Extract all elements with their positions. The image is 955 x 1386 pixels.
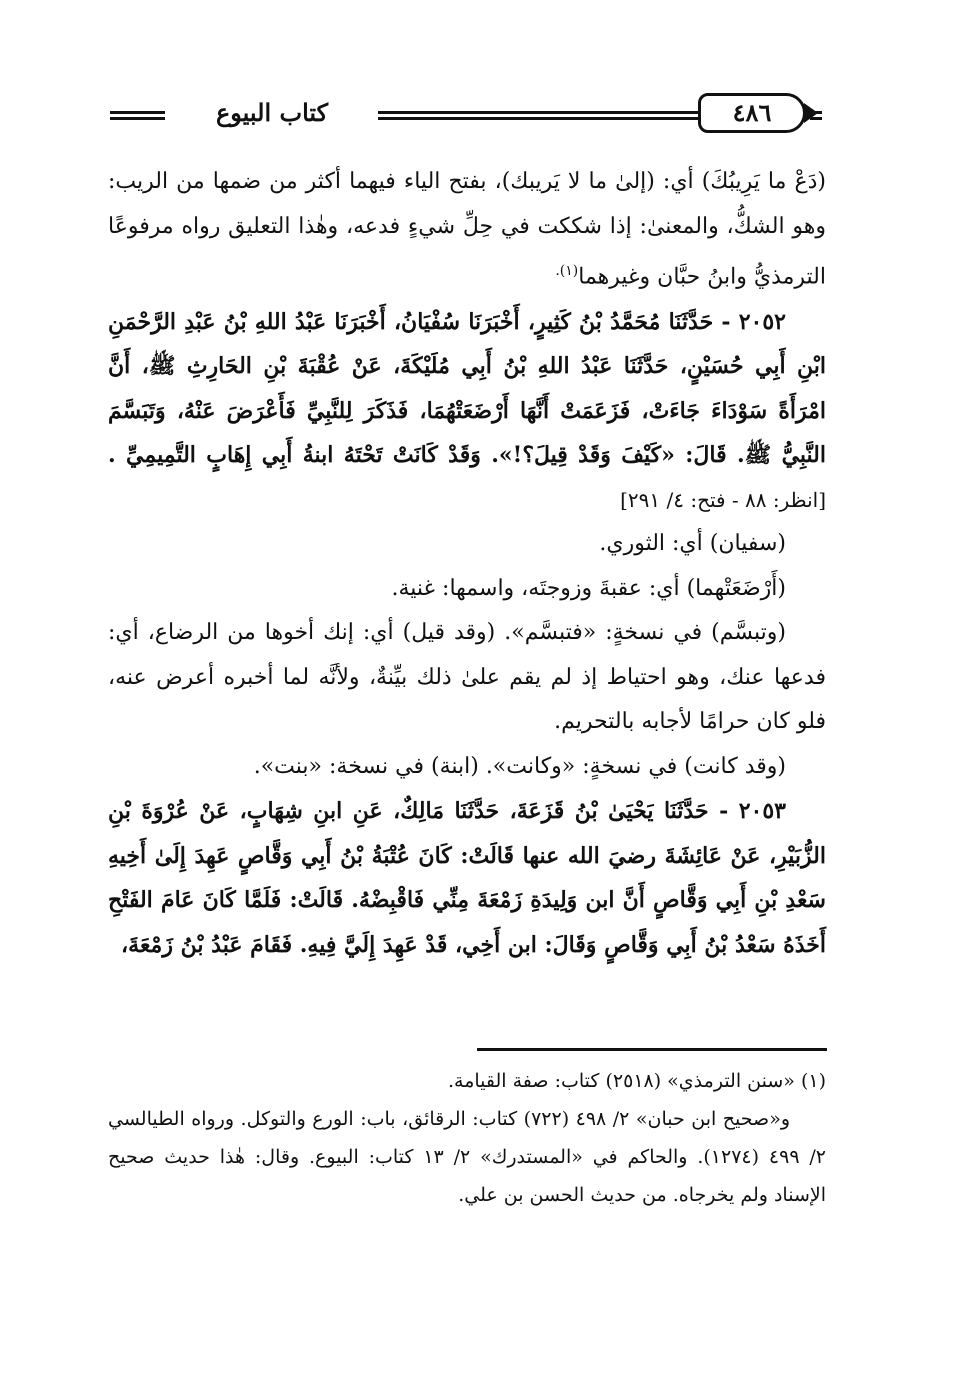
hadith-2052 xyxy=(108,300,826,523)
page-number: ٤٨٦ xyxy=(698,93,806,133)
commentary-text: (دَعْ ما يَرِيبُكَ) أي: (إلىٰ ما لا يَريبك)، بفتح الياء فيهما أكثر من ضمها من الريب: وهو الشكُّ، والمعنىٰ: إذا شككت في حِلِّ شيءٍ فدعه، وهٰذا التعليق رواه مرفوعًا الترمذيُّ وابنُ حبَّان وغيرهما xyxy=(108,169,826,290)
gloss-wa-qad-kanat: (وقد كانت) في نسخةٍ: «وكانت». (ابنة) في نسخة: «بنت». xyxy=(253,753,786,779)
commentary-paragraph xyxy=(108,160,826,300)
main-text xyxy=(108,160,826,967)
page-header xyxy=(110,92,822,138)
gloss-tabassam: (وتبسَّم) في نسخةٍ: «فتبسَّم». (وقد قيل) أي: إنك أخوها من الرضاع، أي: فدعها عنك، وهو احتياط إذ لم يقم علىٰ ذلك بيِّنةٌ، ولأنَّه لما أخبره أعرض عنه، فلو كان حرامًا لأجابه بالتحريم. xyxy=(108,620,826,735)
footnote-1-continued: و«صحيح ابن حبان» ٢/ ٤٩٨ (٧٢٢) كتاب: الرقائق، باب: الورع والتوكل. ورواه الطيالسي ٢/ ٤٩٩ (١٢٧٤). والحاكم في «المستدرك» ٢/ ١٣ كتاب: البيوع. وقال: هٰذا حديث صحيح الإسناد ولم يخرجاه. من حديث الحسن بن علي. xyxy=(108,1108,827,1206)
hadith-2052-reference: [انظر: ٨٨ - فتح: ٤/ ٢٩١] xyxy=(620,487,826,512)
hadith-2053: ٢٠٥٣ - حَدَّثَنَا يَحْيَىٰ بْنُ قَزَعَةَ، حَدَّثَنَا مَالِكٌ، عَنِ ابنِ شِهَابٍ، عَنْ عُرْوَةَ بْنِ الزُّبَيْرِ، عَنْ عَائِشَةَ رضيَ الله عنها قَالَتْ: كَانَ عُتْبَةُ بْنُ أَبِي وَقَّاصٍ عَهِدَ إِلَىٰ أَخِيهِ سَعْدِ بْنِ أَبِي وَقَّاصٍ أَنَّ ابن وَلِيدَةِ زَمْعَةَ مِنِّي فَاقْبِضْهُ. قَالَتْ: فَلَمَّا كَانَ عَامَ الفَتْحِ أَخَذَهُ سَعْدُ بْنُ أَبِي وَقَّاصٍ وَقَالَ: ابن أَخِي، قَدْ عَهِدَ إِلَيَّ فِيهِ. فَقَامَ عَبْدُ بْنُ زَمْعَةَ، xyxy=(108,798,826,958)
footnote-1: (١) «سنن الترمذي» (٢٥١٨) كتاب: صفة القيامة. xyxy=(447,1070,826,1092)
header-rule-right xyxy=(810,111,822,120)
gloss-sufyan: (سفيان) أي: الثوري. xyxy=(599,531,786,557)
footnote-marker[interactable]: (١). xyxy=(555,263,579,279)
hadith-2052-text: ٢٠٥٢ - حَدَّثَنَا مُحَمَّدُ بْنُ كَثِيرٍ، أَخْبَرَنَا سُفْيَانُ، أَخْبَرَنَا عَبْدُ اللهِ بْنُ عَبْدِ الرَّحْمَنِ ابْنِ أَبِي حُسَيْنٍ، حَدَّثَنَا عَبْدُ اللهِ بْنُ أَبِي مُلَيْكَةَ، عَنْ عُقْبَةَ بْنِ الحَارِثِ ﷺ، أَنَّ امْرَأَةً سَوْدَاءَ جَاءَتْ، فَزَعَمَتْ أَنَّهَا أَرْضَعَتْهُمَا، فَذَكَرَ لِلنَّبِيِّ فَأَعْرَضَ عَنْهُ، وَتَبَسَّمَ النَّبِيُّ ﷺ. قَالَ: «كَيْفَ وَقَدْ قِيلَ؟!». وَقَدْ كَانَتْ تَحْتَهُ ابنةُ أَبِي إِهَابٍ التَّمِيمِيِّ . xyxy=(108,308,826,469)
footnotes xyxy=(108,1062,826,1214)
footnote-separator xyxy=(477,1048,827,1051)
header-rule-left xyxy=(110,111,165,120)
gloss-ardaathuma: (أَرْضَعَتْهما) أي: عقبةَ وزوجتَه، واسمها: غنية. xyxy=(391,575,786,601)
book-title: كتاب البيوع xyxy=(215,98,329,127)
